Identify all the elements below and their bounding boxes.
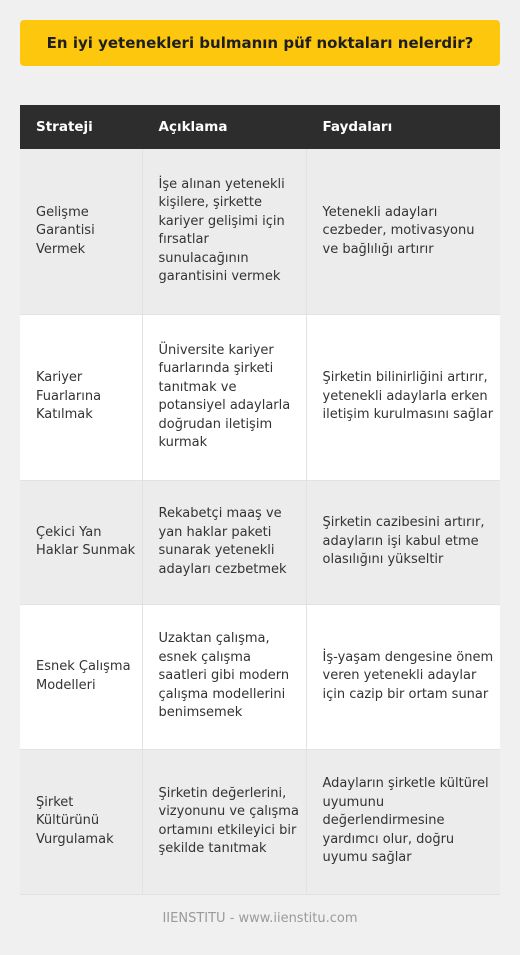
- column-header-benefits: Faydaları: [306, 105, 500, 149]
- cell-benefits: Şirketin cazibesini artırır, adayların işi kabul etme olasılığını yükseltir: [306, 480, 500, 604]
- cell-strategy: Çekici Yan Haklar Sunmak: [20, 480, 142, 604]
- cell-description: Şirketin değerlerini, vizyonunu ve çalışma ortamını etkileyici bir şekilde tanıtmak: [142, 749, 306, 894]
- cell-strategy: Şirket Kültürünü Vurgulamak: [20, 749, 142, 894]
- cell-description: Uzaktan çalışma, esnek çalışma saatleri gibi modern çalışma modellerini benimsemek: [142, 604, 306, 749]
- cell-benefits: İş-yaşam dengesine önem veren yetenekli adaylar için cazip bir ortam sunar: [306, 604, 500, 749]
- page-title: En iyi yetenekleri bulmanın püf noktaları nelerdir?: [46, 34, 474, 52]
- table-row: [20, 480, 500, 604]
- cell-strategy: Gelişme Garantisi Vermek: [20, 149, 142, 314]
- cell-description: Rekabetçi maaş ve yan haklar paketi sunarak yetenekli adayları cezbetmek: [142, 480, 306, 604]
- cell-strategy: Esnek Çalışma Modelleri: [20, 604, 142, 749]
- table-row: [20, 749, 500, 894]
- cell-benefits: Adayların şirketle kültürel uyumunu değerlendirmesine yardımcı olur, doğru uyumu sağlar: [306, 749, 500, 894]
- cell-strategy: Kariyer Fuarlarına Katılmak: [20, 314, 142, 480]
- column-header-description: Açıklama: [142, 105, 306, 149]
- cell-description: İşe alınan yetenekli kişilere, şirkette kariyer gelişimi için fırsatlar sunulacağının garantisini vermek: [142, 149, 306, 314]
- table-header-row: [20, 105, 500, 149]
- table-row: [20, 314, 500, 480]
- column-header-strategy: Strateji: [20, 105, 142, 149]
- title-banner: [20, 20, 500, 66]
- cell-description: Üniversite kariyer fuarlarında şirketi tanıtmak ve potansiyel adaylarla doğrudan iletişim kurmak: [142, 314, 306, 480]
- table-row: [20, 149, 500, 314]
- cell-benefits: Yetenekli adayları cezbeder, motivasyonu ve bağlılığı artırır: [306, 149, 500, 314]
- strategy-table: [20, 105, 500, 895]
- table-row: [20, 604, 500, 749]
- cell-benefits: Şirketin bilinirliğini artırır, yetenekli adaylarla erken iletişim kurulmasını sağlar: [306, 314, 500, 480]
- footer-credit: IIENSTITU - www.iienstitu.com: [162, 911, 358, 926]
